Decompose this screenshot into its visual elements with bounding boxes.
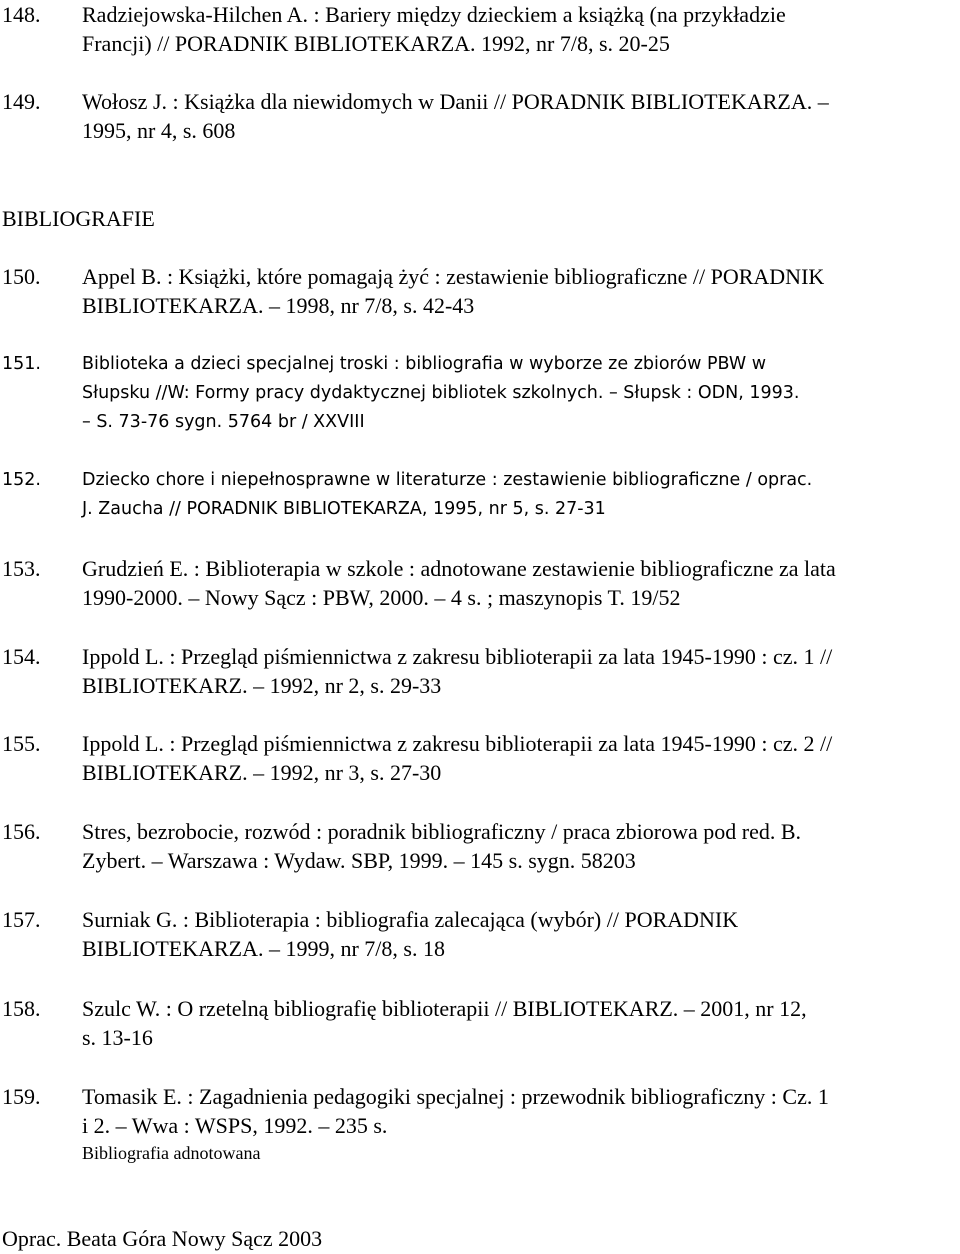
entry-line: BIBLIOTEKARZ. – 1992, nr 2, s. 29-33 [82,673,442,698]
entry-line: Surniak G. : Biblioterapia : bibliografia zalecająca (wybór) // PORADNIK [82,907,739,932]
entry-number: 156. [2,819,41,844]
bibliography-entry-153 [0,554,960,612]
bibliography-entry-159 [0,1082,960,1166]
entry-line: i 2. – Wwa : WSPS, 1992. – 235 s. [82,1113,388,1138]
entry-line: Biblioteka a dzieci specjalnej troski : bibliografia w wyborze ze zbiorów PBW w [82,354,767,374]
entry-text [82,262,957,320]
bibliography-entry-155 [0,729,960,787]
entry-number: 153. [2,556,41,581]
entry-number: 155. [2,731,41,756]
entry-line: 1990-2000. – Nowy Sącz : PBW, 2000. – 4 s. ; maszynopis T. 19/52 [82,585,681,610]
entry-text [82,1082,957,1166]
entry-annotation: Bibliografia adnotowana [82,1143,261,1163]
bibliography-entry-148 [0,0,960,58]
entry-line: Ippold L. : Przegląd piśmiennictwa z zakresu biblioterapii za lata 1945-1990 : cz. 2 // [82,731,833,756]
entry-number: 157. [2,907,41,932]
entry-line: BIBLIOTEKARZA. – 1998, nr 7/8, s. 42-43 [82,293,475,318]
entry-number: 154. [2,644,41,669]
entry-line: 1995, nr 4, s. 608 [82,118,236,143]
entry-number: 151. [2,354,41,374]
section-heading: BIBLIOGRAFIE [2,206,155,231]
entry-number: 149. [2,89,41,114]
bibliography-entry-152 [0,466,960,524]
bibliography-entry-149 [0,87,960,145]
entry-number: 152. [2,470,41,490]
entry-line: Francji) // PORADNIK BIBLIOTEKARZA. 1992, nr 7/8, s. 20-25 [82,31,670,56]
entry-line: Appel B. : Książki, które pomagają żyć : zestawienie bibliograficzne // PORADNIK [82,264,825,289]
entry-line: J. Zaucha // PORADNIK BIBLIOTEKARZA, 1995, nr 5, s. 27-31 [82,499,606,519]
entry-line: BIBLIOTEKARZ. – 1992, nr 3, s. 27-30 [82,760,442,785]
entry-number: 159. [2,1084,41,1109]
bibliography-entry-154 [0,642,960,700]
entry-text [82,0,957,58]
entry-text [82,350,957,437]
entry-text [82,817,957,875]
compiler-footer: Oprac. Beata Góra Nowy Sącz 2003 [2,1226,323,1251]
entry-line: Wołosz J. : Książka dla niewidomych w Danii // PORADNIK BIBLIOTEKARZA. – [82,89,829,114]
entry-line: Zybert. – Warszawa : Wydaw. SBP, 1999. – 145 s. sygn. 58203 [82,848,636,873]
entry-line: BIBLIOTEKARZA. – 1999, nr 7/8, s. 18 [82,936,445,961]
bibliography-entry-151 [0,350,960,437]
entry-number: 158. [2,996,41,1021]
entry-text [82,466,957,524]
entry-text [82,729,957,787]
entry-line: Szulc W. : O rzetelną bibliografię biblioterapii // BIBLIOTEKARZ. – 2001, nr 12, [82,996,807,1021]
bibliography-entry-156 [0,817,960,875]
entry-text [82,554,957,612]
bibliography-entry-150 [0,262,960,320]
entry-line: Stres, bezrobocie, rozwód : poradnik bibliograficzny / praca zbiorowa pod red. B. [82,819,802,844]
entry-text [82,994,957,1052]
entry-line: s. 13-16 [82,1025,153,1050]
bibliography-entry-158 [0,994,960,1052]
entry-number: 148. [2,2,41,27]
entry-text [82,87,957,145]
entry-line: Radziejowska-Hilchen A. : Bariery między dzieckiem a książką (na przykładzie [82,2,786,27]
entry-text [82,642,957,700]
entry-line: Ippold L. : Przegląd piśmiennictwa z zakresu biblioterapii za lata 1945-1990 : cz. 1 // [82,644,833,669]
entry-line: Słupsku //W: Formy pracy dydaktycznej bibliotek szkolnych. – Słupsk : ODN, 1993. [82,383,800,403]
entry-number: 150. [2,264,41,289]
bibliography-entry-157 [0,905,960,963]
entry-line: Grudzień E. : Biblioterapia w szkole : adnotowane zestawienie bibliograficzne za lata [82,556,836,581]
entry-line: – S. 73-76 sygn. 5764 br / XXVIII [82,412,365,432]
entry-line: Dziecko chore i niepełnosprawne w literaturze : zestawienie bibliograficzne / oprac. [82,470,813,490]
entry-line: Tomasik E. : Zagadnienia pedagogiki specjalnej : przewodnik bibliograficzny : Cz. 1 [82,1084,829,1109]
entry-text [82,905,957,963]
